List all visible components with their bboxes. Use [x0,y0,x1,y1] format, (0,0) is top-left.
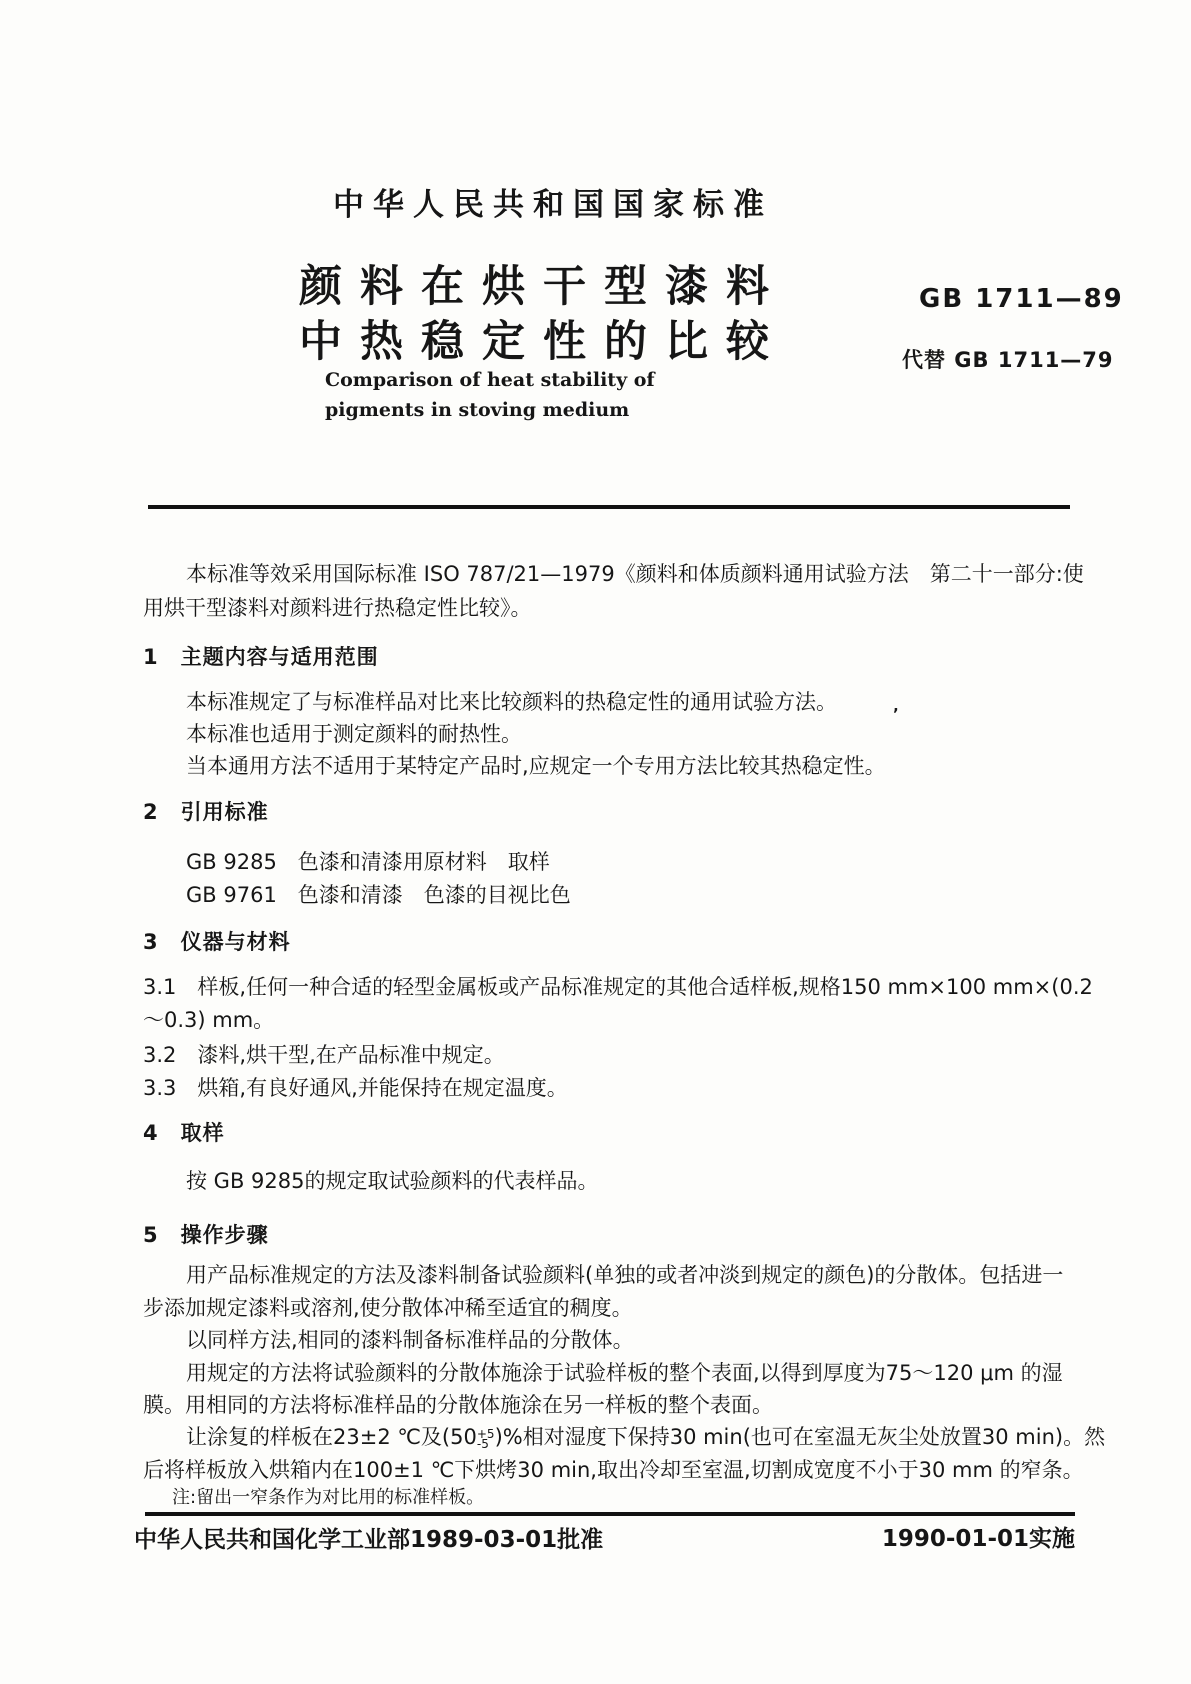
foreword-line: 本标准等效采用国际标准 ISO 787/21—1979《颜料和体质颜料通用试验方法 第二十一部分:使 [186,562,1084,586]
section-2-line: GB 9285 色漆和清漆用原材料 取样 [186,850,550,874]
title-zh-line2: 中热稳定性的比较 [299,317,787,367]
section-5-line: 膜。用相同的方法将标准样品的分散体施涂在另一样板的整个表面。 [143,1393,773,1417]
title-zh-line1: 颜料在烘干型漆料 [299,262,787,312]
section-3-line: 3.3 烘箱,有良好通风,并能保持在规定温度。 [143,1076,568,1100]
supersedes-label: 代替 GB 1711—79 [902,348,1114,372]
section-1-line: 本标准规定了与标准样品对比来比较颜料的热稳定性的通用试验方法。 [186,690,837,714]
section-5-line: 用规定的方法将试验颜料的分散体施涂于试验样板的整个表面,以得到厚度为75～120 μm 的湿 [186,1361,1063,1385]
section-heading-4: 4 取样 [143,1121,225,1145]
standard-label: 中华人民共和国国家标准 [333,187,773,223]
section-heading-3: 3 仪器与材料 [143,930,291,954]
section-2-line: GB 9761 色漆和清漆 色漆的目视比色 [186,883,571,907]
section-3-line: 3.2 漆料,烘干型,在产品标准中规定。 [143,1043,505,1067]
section-heading-2: 2 引用标准 [143,800,269,824]
section-1-line: 当本通用方法不适用于某特定产品时,应规定一个专用方法比较其热稳定性。 [186,754,886,778]
section-heading-5: 5 操作步骤 [143,1223,269,1247]
section-1-line: 本标准也适用于测定颜料的耐热性。 [186,722,522,746]
section-5-line: 步添加规定漆料或溶剂,使分散体冲稀至适宜的稠度。 [143,1296,633,1320]
tolerance-upper: +5 [476,1426,495,1441]
humidity-suffix: )%相对湿度下保持30 min(也可在室温无灰尘处放置30 min)。然 [494,1425,1106,1449]
section-5-note: 注:留出一窄条作为对比用的标准样板。 [172,1487,485,1508]
section-3-line: ～0.3) mm。 [143,1008,275,1032]
scan-artifact-mark: ’ [893,705,899,723]
foreword-line: 用烘干型漆料对颜料进行热稳定性比较》。 [143,596,532,620]
humidity-prefix: 让涂复的样板在23±2 ℃及(50 [186,1425,477,1449]
section-5-line: 后将样板放入烘箱内在100±1 ℃下烘烤30 min,取出冷却至室温,切割成宽度不小于30 mm 的窄条。 [143,1458,1084,1482]
section-heading-1: 1 主题内容与适用范围 [143,645,379,669]
tolerance-stack [476,1426,495,1451]
header-rule [148,505,1070,509]
title-en-line1: Comparison of heat stability of [325,369,655,391]
section-3-line: 3.1 样板,任何一种合适的轻型金属板或产品标准规定的其他合适样板,规格150 mm×100 mm×(0.2 [143,975,1093,999]
footer-approved: 中华人民共和国化学工业部1989-03-01批准 [134,1527,604,1553]
footer-effective: 1990-01-01实施 [881,1526,1075,1552]
standard-number: GB 1711—89 [919,284,1124,314]
tolerance-lower: -5 [476,1437,489,1451]
section-4-line: 按 GB 9285的规定取试验颜料的代表样品。 [186,1169,599,1193]
section-5-humidity-line [186,1424,1105,1450]
section-5-line: 用产品标准规定的方法及漆料制备试验颜料(单独的或者冲淡到规定的颜色)的分散体。包括进一 [186,1263,1064,1287]
section-5-line: 以同样方法,相同的漆料制备标准样品的分散体。 [186,1328,634,1352]
title-en-line2: pigments in stoving medium [325,399,630,421]
footer-rule [145,1512,1075,1516]
